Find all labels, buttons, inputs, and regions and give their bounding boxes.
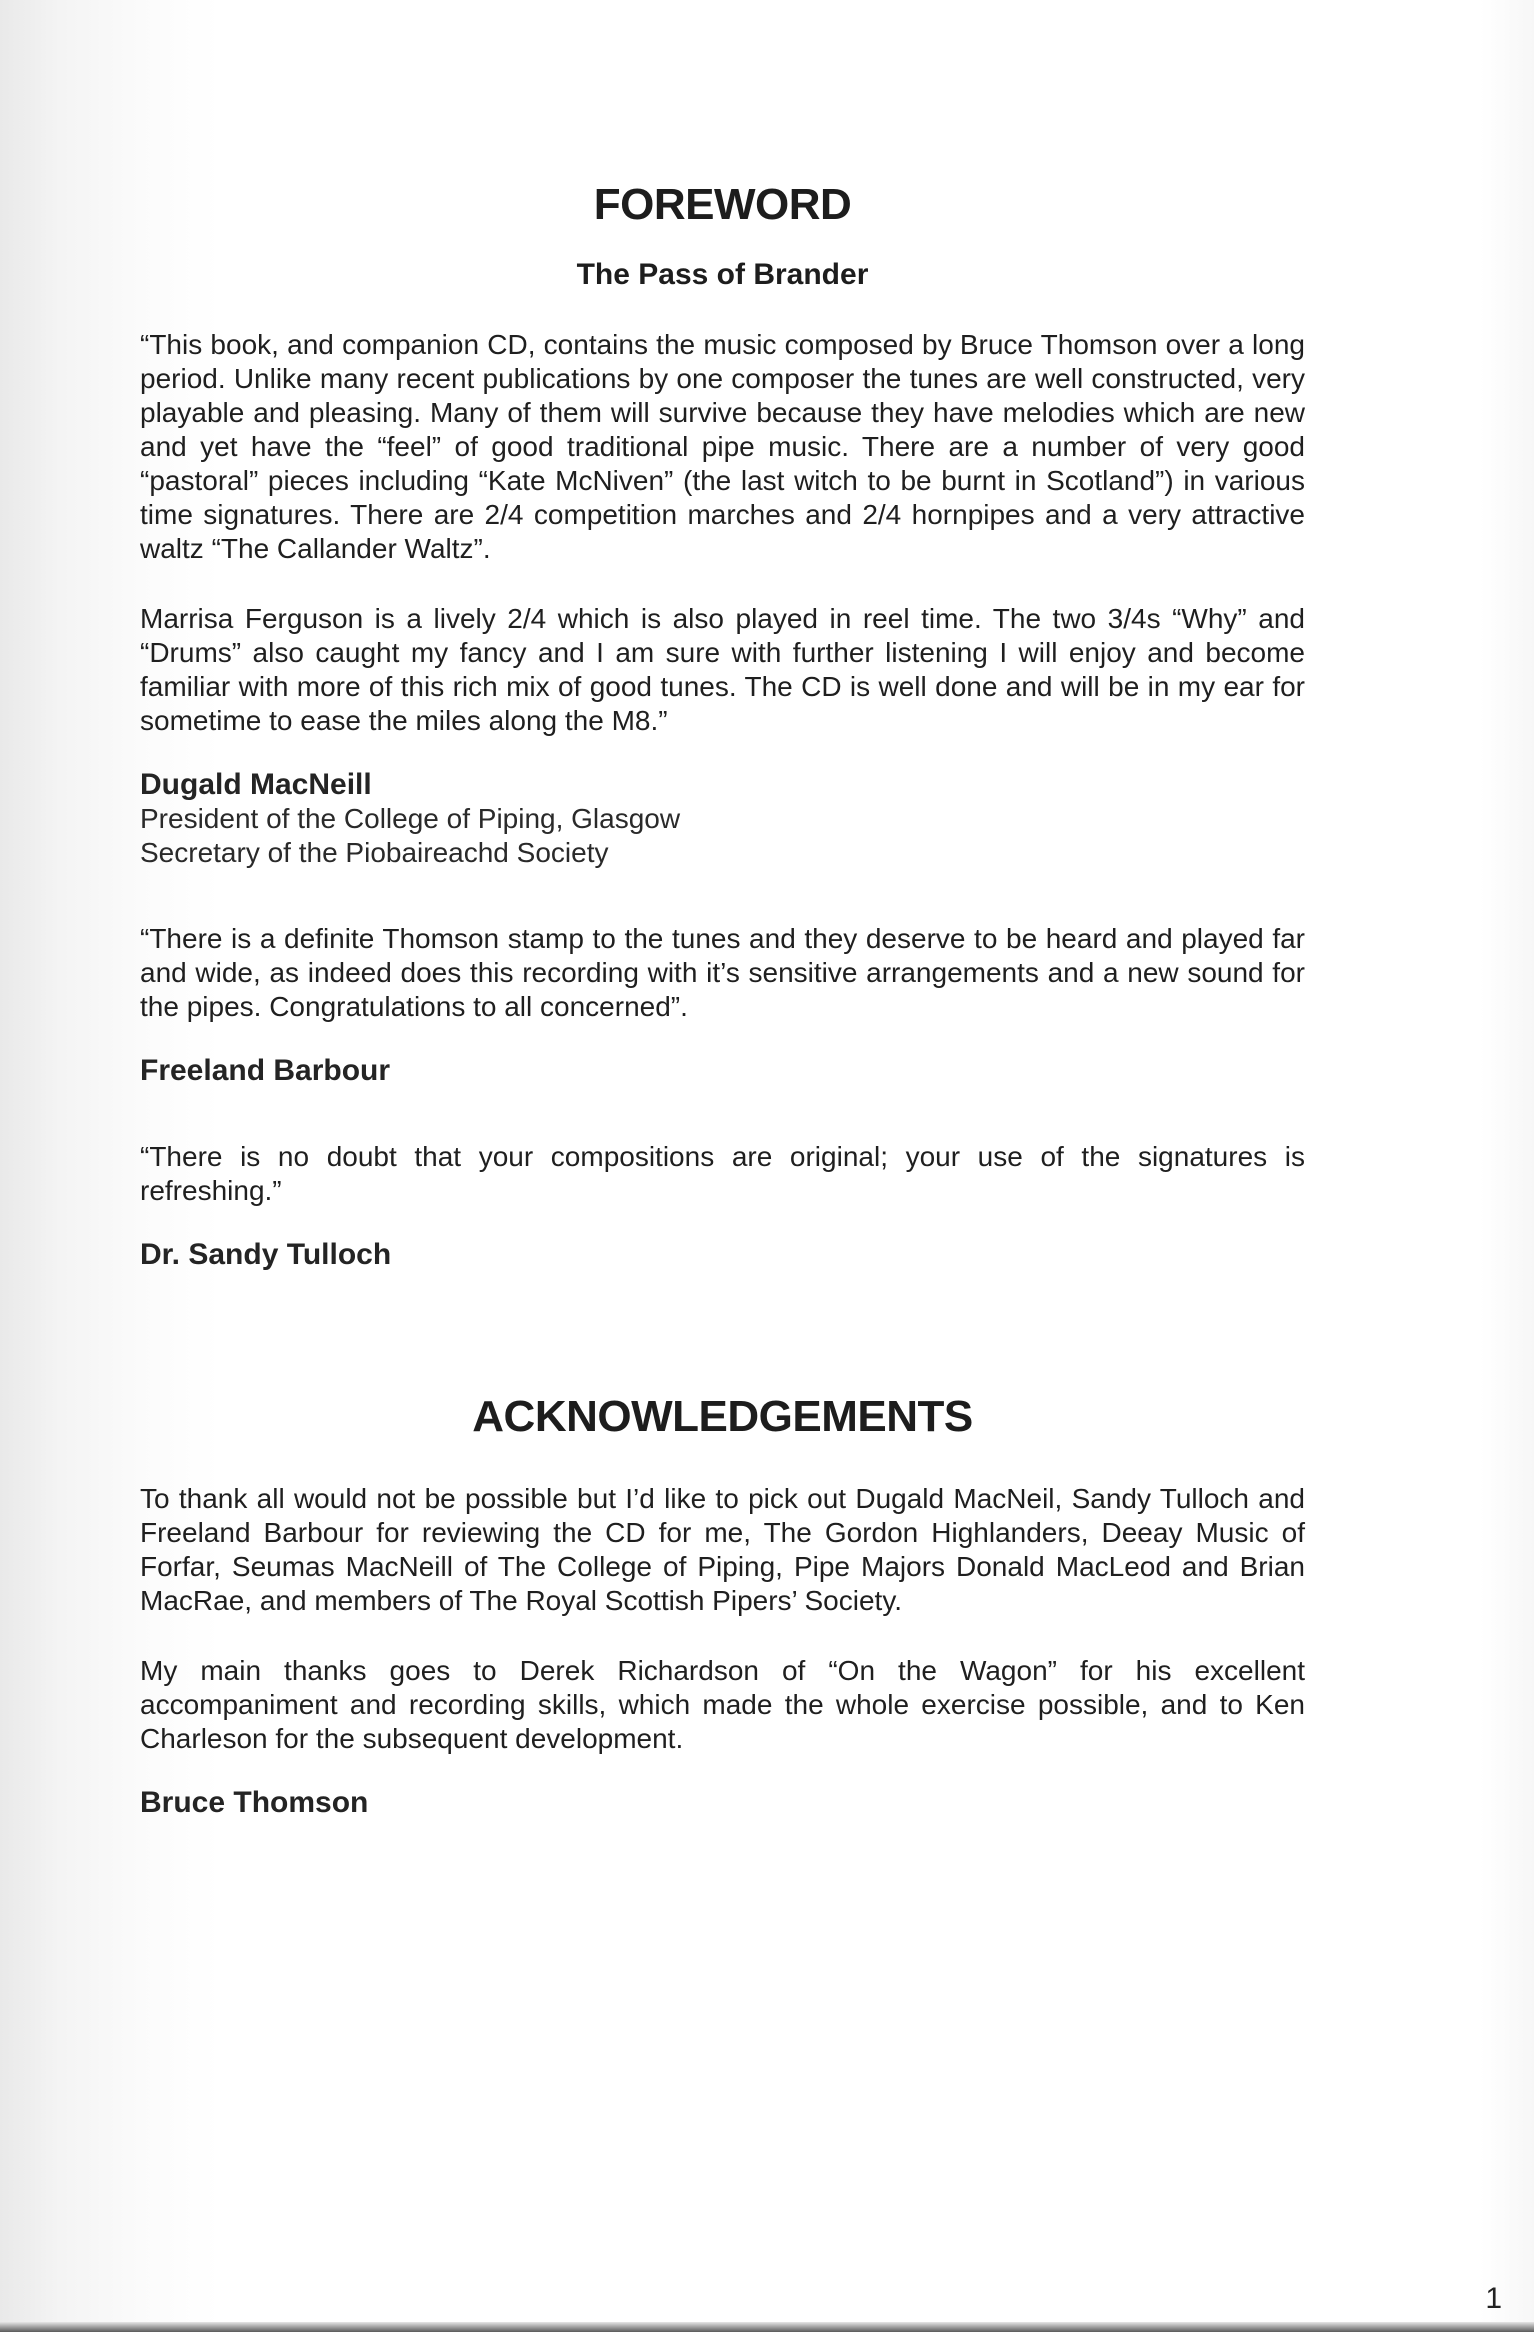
scan-bottom-edge [0, 2322, 1534, 2332]
spacer [140, 1088, 1305, 1140]
acknowledgements-title: ACKNOWLEDGEMENTS [472, 1392, 973, 1441]
page-number: 1 [1485, 2282, 1502, 2315]
quote1-paragraph-1: “This book, and companion CD, contains the music composed by Bruce Thomson over a long period. Unlike many recent publications by one composer the tunes are well constructed, very playable and pleasing. Many of them will survive because they have melodies which are new and yet have the “feel” of good traditional pipe music. There are a number of very good “pastoral” pieces including “Kate McNiven” (the last witch to be burnt in Scotland”) in various time signatures. There are 2/4 competition marches and 2/4 hornpipes and a very attractive waltz “The Callander Waltz”. [140, 329, 1305, 564]
page-content [140, 180, 1305, 1820]
acknowledgements-paragraph-2: My main thanks goes to Derek Richardson of “On the Wagon” for his excellent accompaniment and recording skills, which made the whole exercise possible, and to Ken Charleson for the subsequent development. [140, 1655, 1305, 1754]
spacer [140, 870, 1305, 922]
author3-name: Dr. Sandy Tulloch [140, 1238, 392, 1271]
quote2-paragraph: “There is a definite Thomson stamp to the tunes and they deserve to be heard and played far and wide, as indeed does this recording with it’s sensitive arrangements and a new sound for the pipes. Congratulations to all concerned”. [140, 923, 1305, 1022]
quote1-paragraph-2: Marrisa Ferguson is a lively 2/4 which is also played in reel time. The two 3/4s “Why” and “Drums” also caught my fancy and I am sure with further listening I will enjoy and become familiar with more of this rich mix of good tunes. The CD is well done and will be in my ear for sometime to ease the miles along the M8.” [140, 603, 1305, 736]
acknowledgements-paragraph-1: To thank all would not be possible but I’d like to pick out Dugald MacNeil, Sandy Tulloch and Freeland Barbour for reviewing the CD for me, The Gordon Highlanders, Deeay Music of Forfar, Seumas MacNeill of The College of Piping, Pipe Majors Donald MacLeod and Brian MacRae, and members of The Royal Scottish Pipers’ Society. [140, 1483, 1305, 1616]
quote3-paragraph: “There is no doubt that your compositions are original; your use of the signatures is refreshing.” [140, 1141, 1305, 1206]
author1-name: Dugald MacNeill [140, 768, 372, 801]
author1-role-1: President of the College of Piping, Glasgow [140, 803, 681, 834]
acknowledgements-author: Bruce Thomson [140, 1786, 369, 1819]
spacer [140, 1272, 1305, 1392]
author1-role-2: Secretary of the Piobaireachd Society [140, 837, 609, 868]
author2-name: Freeland Barbour [140, 1054, 391, 1087]
foreword-subtitle: The Pass of Brander [576, 258, 869, 291]
foreword-title: FOREWORD [593, 180, 852, 229]
